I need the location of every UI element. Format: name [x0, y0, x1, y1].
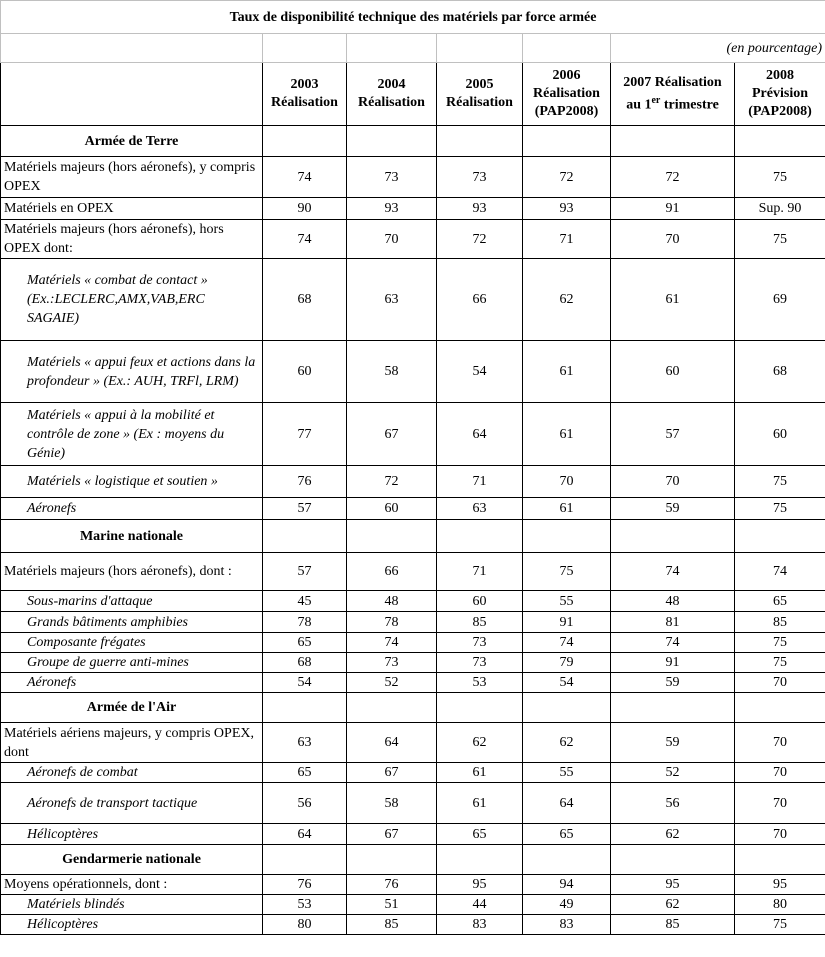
value-cell: 70	[347, 220, 437, 259]
value-cell: 61	[523, 403, 611, 466]
value-cell	[735, 845, 825, 875]
value-cell: 73	[347, 653, 437, 673]
value-cell	[437, 520, 523, 553]
value-cell: 60	[347, 498, 437, 520]
value-cell	[347, 126, 437, 157]
value-cell: 71	[523, 220, 611, 259]
value-cell: 68	[735, 341, 825, 403]
table-row	[1, 633, 825, 653]
value-cell: 62	[611, 895, 735, 915]
value-cell: 70	[611, 220, 735, 259]
table-row	[1, 259, 825, 341]
row-label: Matériels aériens majeurs, y compris OPEX, dont	[1, 723, 263, 763]
value-cell: 56	[263, 783, 347, 824]
value-cell	[611, 845, 735, 875]
row-label: Matériels blindés	[1, 895, 263, 915]
value-cell: 81	[611, 612, 735, 633]
value-cell: 78	[263, 612, 347, 633]
header-2006: 2006 Réalisation (PAP2008)	[523, 63, 611, 126]
row-label: Hélicoptères	[1, 824, 263, 845]
value-cell: 63	[347, 259, 437, 341]
value-cell: 65	[735, 591, 825, 612]
table-row	[1, 220, 825, 259]
row-label: Matériels majeurs (hors aéronefs), y compris OPEX	[1, 157, 263, 198]
section-row	[1, 520, 825, 553]
value-cell	[611, 126, 735, 157]
value-cell: 78	[347, 612, 437, 633]
value-cell	[611, 693, 735, 723]
value-cell: 64	[437, 403, 523, 466]
value-cell: 62	[437, 723, 523, 763]
value-cell: 83	[437, 915, 523, 935]
row-label: Matériels « logistique et soutien »	[1, 466, 263, 498]
value-cell: 70	[735, 763, 825, 783]
value-cell: 57	[611, 403, 735, 466]
value-cell: 60	[611, 341, 735, 403]
value-cell: 67	[347, 763, 437, 783]
row-label: Hélicoptères	[1, 915, 263, 935]
value-cell: 74	[347, 633, 437, 653]
value-cell: 62	[523, 259, 611, 341]
value-cell: 52	[347, 673, 437, 693]
value-cell: 53	[263, 895, 347, 915]
value-cell: 73	[437, 653, 523, 673]
value-cell: 71	[437, 553, 523, 591]
table-row	[1, 591, 825, 612]
table-row	[1, 612, 825, 633]
value-cell: 64	[263, 824, 347, 845]
value-cell	[347, 845, 437, 875]
value-cell: 68	[263, 259, 347, 341]
table-title: Taux de disponibilité technique des matériels par force armée	[1, 1, 825, 34]
value-cell: 85	[611, 915, 735, 935]
value-cell: 61	[437, 763, 523, 783]
table-row	[1, 673, 825, 693]
table-row	[1, 498, 825, 520]
value-cell: 61	[437, 783, 523, 824]
value-cell: 62	[611, 824, 735, 845]
value-cell: 91	[523, 612, 611, 633]
value-cell: 75	[523, 553, 611, 591]
header-2003: 2003 Réalisation	[263, 63, 347, 126]
value-cell: 57	[263, 498, 347, 520]
value-cell: 60	[263, 341, 347, 403]
value-cell: 80	[263, 915, 347, 935]
value-cell: 72	[347, 466, 437, 498]
value-cell: 60	[735, 403, 825, 466]
header-2005: 2005 Réalisation	[437, 63, 523, 126]
value-cell: 95	[437, 875, 523, 895]
value-cell: Sup. 90	[735, 198, 825, 220]
row-label: Matériels « combat de contact » (Ex.:LECLERC,AMX,VAB,ERC SAGAIE)	[1, 259, 263, 341]
row-label: Grands bâtiments amphibies	[1, 612, 263, 633]
value-cell: 62	[523, 723, 611, 763]
table-row	[1, 198, 825, 220]
value-cell	[263, 126, 347, 157]
value-cell: 61	[611, 259, 735, 341]
value-cell	[263, 845, 347, 875]
value-cell	[611, 520, 735, 553]
value-cell	[735, 520, 825, 553]
value-cell	[735, 126, 825, 157]
table-row	[1, 875, 825, 895]
value-cell: 61	[523, 498, 611, 520]
value-cell: 70	[735, 824, 825, 845]
value-cell: 56	[611, 783, 735, 824]
value-cell: 70	[735, 723, 825, 763]
value-cell: 59	[611, 723, 735, 763]
value-cell: 72	[437, 220, 523, 259]
value-cell: 74	[263, 157, 347, 198]
value-cell: 75	[735, 220, 825, 259]
value-cell	[523, 845, 611, 875]
value-cell: 85	[735, 612, 825, 633]
row-label: Moyens opérationnels, dont :	[1, 875, 263, 895]
value-cell: 94	[523, 875, 611, 895]
section-heading: Gendarmerie nationale	[1, 845, 263, 875]
section-row	[1, 693, 825, 723]
table-row	[1, 783, 825, 824]
value-cell: 91	[611, 198, 735, 220]
value-cell: 65	[437, 824, 523, 845]
value-cell: 93	[437, 198, 523, 220]
value-cell: 53	[437, 673, 523, 693]
section-heading: Marine nationale	[1, 520, 263, 553]
value-cell: 72	[523, 157, 611, 198]
value-cell: 54	[437, 341, 523, 403]
value-cell: 93	[347, 198, 437, 220]
value-cell: 91	[611, 653, 735, 673]
table-row	[1, 553, 825, 591]
value-cell	[347, 693, 437, 723]
value-cell: 66	[437, 259, 523, 341]
table-row	[1, 824, 825, 845]
table-row	[1, 895, 825, 915]
value-cell: 85	[437, 612, 523, 633]
row-label: Sous-marins d'attaque	[1, 591, 263, 612]
value-cell	[347, 520, 437, 553]
value-cell: 93	[523, 198, 611, 220]
unit-note: (en pourcentage)	[611, 34, 825, 63]
value-cell: 77	[263, 403, 347, 466]
value-cell: 48	[611, 591, 735, 612]
value-cell: 90	[263, 198, 347, 220]
value-cell: 72	[611, 157, 735, 198]
header-2004: 2004 Réalisation	[347, 63, 437, 126]
value-cell: 83	[523, 915, 611, 935]
value-cell: 58	[347, 783, 437, 824]
value-cell: 70	[523, 466, 611, 498]
value-cell: 44	[437, 895, 523, 915]
value-cell	[523, 126, 611, 157]
value-cell: 60	[437, 591, 523, 612]
value-cell: 58	[347, 341, 437, 403]
row-label: Matériels « appui feux et actions dans la profondeur » (Ex.: AUH, TRFl, LRM)	[1, 341, 263, 403]
row-label: Matériels « appui à la mobilité et contrôle de zone » (Ex : moyens du Génie)	[1, 403, 263, 466]
value-cell: 51	[347, 895, 437, 915]
table-row	[1, 723, 825, 763]
value-cell: 70	[735, 783, 825, 824]
value-cell: 74	[611, 633, 735, 653]
value-cell: 59	[611, 673, 735, 693]
value-cell: 65	[263, 763, 347, 783]
value-cell: 65	[523, 824, 611, 845]
value-cell: 74	[263, 220, 347, 259]
table-row	[1, 341, 825, 403]
value-cell: 66	[347, 553, 437, 591]
value-cell	[523, 520, 611, 553]
value-cell: 63	[263, 723, 347, 763]
value-cell: 64	[523, 783, 611, 824]
value-cell	[437, 693, 523, 723]
value-cell: 45	[263, 591, 347, 612]
value-cell: 54	[523, 673, 611, 693]
value-cell: 67	[347, 403, 437, 466]
value-cell: 80	[735, 895, 825, 915]
row-label: Aéronefs de transport tactique	[1, 783, 263, 824]
header-2007: 2007 Réalisation au 1er trimestre	[611, 63, 735, 126]
row-label: Aéronefs de combat	[1, 763, 263, 783]
value-cell: 69	[735, 259, 825, 341]
row-label: Aéronefs	[1, 673, 263, 693]
value-cell: 71	[437, 466, 523, 498]
row-label: Groupe de guerre anti-mines	[1, 653, 263, 673]
value-cell: 75	[735, 915, 825, 935]
value-cell: 49	[523, 895, 611, 915]
section-heading: Armée de Terre	[1, 126, 263, 157]
row-label: Matériels majeurs (hors aéronefs), hors OPEX dont:	[1, 220, 263, 259]
value-cell: 68	[263, 653, 347, 673]
value-cell: 65	[263, 633, 347, 653]
value-cell: 67	[347, 824, 437, 845]
value-cell: 57	[263, 553, 347, 591]
value-cell: 70	[735, 673, 825, 693]
value-cell: 79	[523, 653, 611, 673]
table-row	[1, 763, 825, 783]
value-cell: 63	[437, 498, 523, 520]
table-row	[1, 915, 825, 935]
row-label: Matériels majeurs (hors aéronefs), dont :	[1, 553, 263, 591]
value-cell: 73	[437, 633, 523, 653]
table-row	[1, 403, 825, 466]
value-cell: 52	[611, 763, 735, 783]
value-cell: 73	[347, 157, 437, 198]
section-heading: Armée de l'Air	[1, 693, 263, 723]
row-label: Aéronefs	[1, 498, 263, 520]
value-cell: 76	[263, 466, 347, 498]
value-cell: 55	[523, 591, 611, 612]
value-cell: 48	[347, 591, 437, 612]
header-row	[1, 63, 825, 126]
value-cell: 54	[263, 673, 347, 693]
value-cell	[523, 693, 611, 723]
table-row	[1, 466, 825, 498]
value-cell: 95	[735, 875, 825, 895]
value-cell: 75	[735, 633, 825, 653]
section-row	[1, 126, 825, 157]
value-cell	[263, 520, 347, 553]
value-cell: 95	[611, 875, 735, 895]
value-cell: 64	[347, 723, 437, 763]
section-row	[1, 845, 825, 875]
value-cell: 76	[263, 875, 347, 895]
value-cell: 75	[735, 653, 825, 673]
row-label: Composante frégates	[1, 633, 263, 653]
value-cell: 75	[735, 157, 825, 198]
value-cell: 85	[347, 915, 437, 935]
value-cell	[437, 845, 523, 875]
value-cell: 61	[523, 341, 611, 403]
table-row	[1, 157, 825, 198]
value-cell: 74	[523, 633, 611, 653]
header-2008: 2008 Prévision (PAP2008)	[735, 63, 825, 126]
value-cell	[735, 693, 825, 723]
value-cell: 55	[523, 763, 611, 783]
value-cell: 75	[735, 498, 825, 520]
value-cell: 70	[611, 466, 735, 498]
value-cell: 74	[735, 553, 825, 591]
value-cell: 73	[437, 157, 523, 198]
row-label: Matériels en OPEX	[1, 198, 263, 220]
table-row	[1, 653, 825, 673]
value-cell	[263, 693, 347, 723]
value-cell: 74	[611, 553, 735, 591]
value-cell: 75	[735, 466, 825, 498]
value-cell	[437, 126, 523, 157]
value-cell: 76	[347, 875, 437, 895]
value-cell: 59	[611, 498, 735, 520]
